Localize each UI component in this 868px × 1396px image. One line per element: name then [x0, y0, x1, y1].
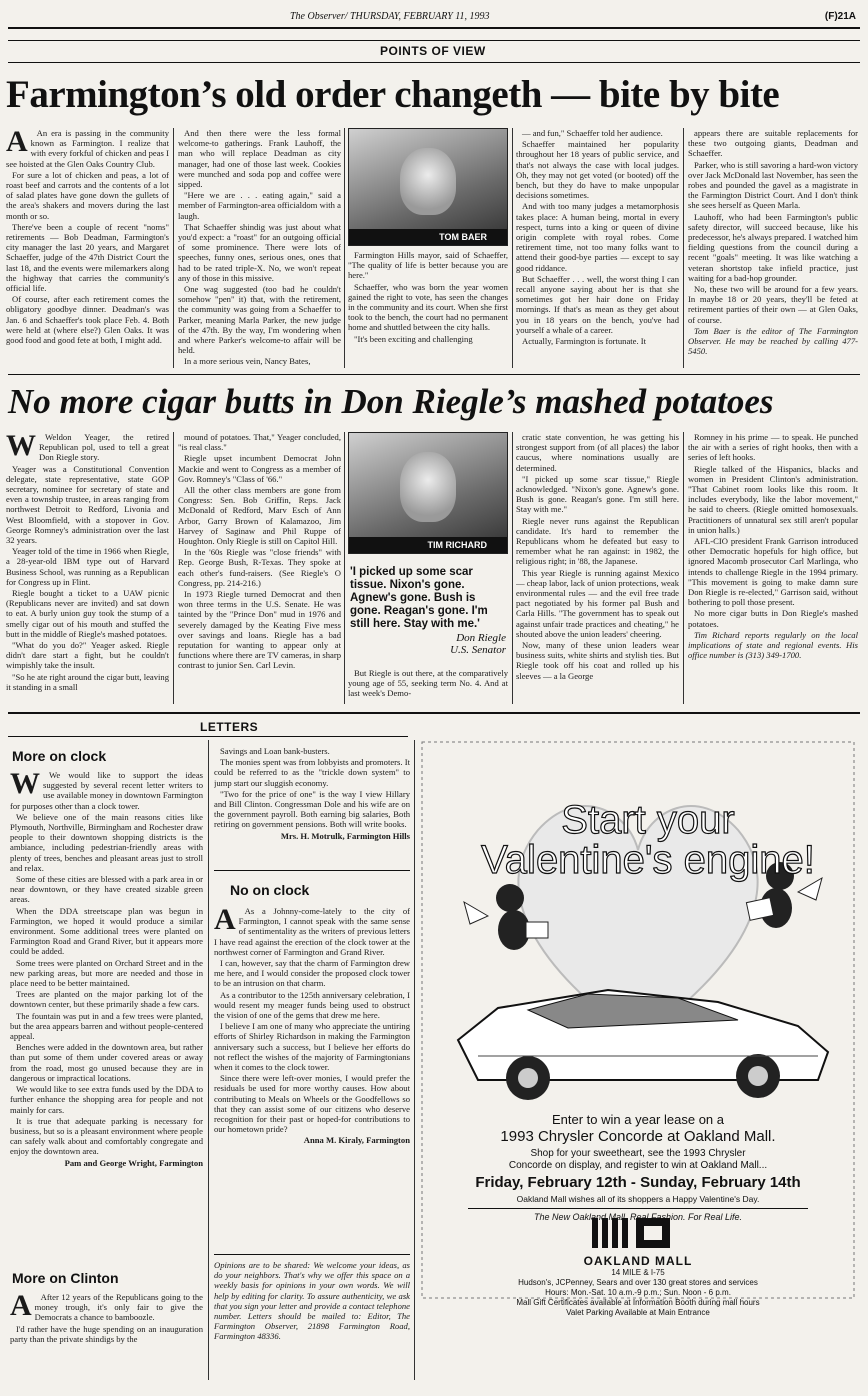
ad-footer: [418, 1278, 858, 1318]
story2-column-3: [348, 668, 508, 704]
paragraph: Riegle upset incumbent Democrat John Mackie and went to Congress as a member of Gov. Romney's "Class of '66.": [178, 453, 341, 484]
ad-hours: Hours: Mon.-Sat. 10 a.m.-9 p.m.; Sun. Noon - 6 p.m.: [545, 1288, 731, 1297]
letter-title: No on clock: [230, 882, 310, 898]
paragraph: Trees are planted on the major parking lot of the downtown center, but these primarily shade a few cars.: [10, 989, 203, 1010]
story2-column-2: [178, 432, 341, 704]
paragraph: I can, however, say that the charm of Farmington drew me here, and I would consider the proposed clock tower to be an intrusion on that charm.: [214, 958, 410, 989]
author-note: Tim Richard reports regularly on the local implications of state and regional events. His office number is (313) 349-1700.: [688, 629, 858, 661]
paragraph: Actually, Farmington is fortunate. It: [522, 336, 647, 347]
paragraph: We would like to support the ideas suggested by several recent letter writers to use available money in downtown Farmington for purposes other than a clock tower.: [10, 770, 203, 811]
paragraph: Schaeffer, who was born the year women gained the right to vote, has seen the changes in the community and its court. When she first took to the bench, the court had no permanent home and shuttled between the city halls.: [348, 281, 508, 333]
paragraph: In the '60s Riegle was "close friends" with Rep. George Bush, R-Texas. They spoke at each other's fund-raisers. (See Riegle's O Congress, pp. 214-216.): [178, 547, 341, 588]
paragraph: I believe I am one of many who appreciate the untiring efforts of Shirley Richardson in making the Farmington anniversary such a success, but I believe her efforts do not reflect the wishes of the majority of Farmingtonians when it comes to the clock tower.: [214, 1021, 410, 1073]
paragraph: One wag suggested (too bad he couldn't somehow "pen" it) that, with the retirement, the community was going from a Schaeffer to Parker, meaning Marla Parker, the new judge of the 47th. By the way, I'm wondering when and where Parker's welcome-to affair will be held.: [178, 284, 341, 356]
ad-valet: Valet Parking Available at Main Entrance: [566, 1308, 710, 1317]
paragraph: Farmington Hills mayor, said of Schaeffer, "The quality of life is better because you are here.": [348, 250, 508, 281]
story1-column-5: [688, 128, 858, 368]
paragraph: Lauhoff, who had been Farmington's public safety director, will succeed because, like his predecessor, he's always prepared. I watched him fielding questions from the council during a recent "goals" meeting. It was like watching a veteran shortstop take infield practice, just waiting for a bad-hop grounder.: [688, 211, 858, 283]
story1-column-3: [348, 250, 508, 368]
paragraph: AFL-CIO president Frank Garrison introduced other Democratic hopefuls for high office, but ignored Macomb prosecutor Carl Marlinga, who intends to challenge Riegle in the 1994 primary. "This movement is going to make damn sure Don Riegle is re-elected," Garrison said, without bothering to poll those present.: [688, 536, 858, 608]
paragraph: Benches were added in the downtown area, but rather than put some of them under covered areas or away from the road, most go unused because they are in dangerous or impractical locations.: [10, 1042, 203, 1083]
tom-baer-photo: [348, 128, 508, 246]
letter-signature: Pam and George Wright, Farmington: [64, 1157, 203, 1168]
portrait-face: [400, 452, 457, 522]
column-divider: [344, 432, 345, 704]
ad-shop-1: Shop for your sweetheart, see the 1993 Chrysler: [530, 1148, 746, 1159]
paragraph: Some trees were planted on Orchard Street and in the new parking areas, but more are needed and those in place need to be better maintained.: [10, 957, 203, 989]
ad-headline-line2: Valentine's engine!: [481, 838, 815, 882]
column-divider: [512, 128, 513, 368]
masthead: [0, 6, 868, 26]
letter-signature: Mrs. H. Motrulk, Farmington Hills: [280, 830, 410, 841]
paragraph: The fountain was put in and a few trees were planted, but the area appears barren and without people-centered appeal.: [10, 1010, 203, 1042]
paragraph: All the other class members are gone from Congress: Sen. Bob Griffin, Reps. Jack McDonald of Redford, Marv Esch of Ann Arbor, Garry Brown of Kalamazoo, Jim Harvey of Saginaw and Phil Ruppe of Houghton. Only Riegle is still on Capitol Hill.: [178, 485, 341, 547]
letter-title: More on clock: [12, 748, 107, 764]
paragraph: Schaeffer maintained her popularity throughout her 18 years of public service, and that's not always the case with local judges. Oh, they may not get voted (or booted) off the bench, but they do have to make unpopular decisions sometimes.: [516, 139, 679, 201]
ad-tagline: The New Oakland Mall. Real Fashion. For Real Life.: [533, 1212, 743, 1222]
ad-gift: Mall Gift Certificates available at Information Booth during mall hours: [516, 1298, 760, 1307]
dropcap: A: [214, 906, 236, 936]
letter-rule: [214, 870, 410, 871]
letters-policy: Opinions are to be shared: We welcome your ideas, as do your neighbors. That's why we offer this space on a weekly basis for opinions in your own words. We will help by editing for clarity. To assure authenticity, we ask that you sign your letter and provide a contact telephone number. Letters should be mailed to: Editor, The Farmington Observer, 21898 Farmington Road, Farmington 48336.: [214, 1260, 410, 1342]
letters-rule: [8, 736, 408, 737]
letter-rule: [214, 1254, 410, 1255]
dropcap: A: [6, 128, 28, 158]
letter-continued: [214, 746, 410, 864]
letter-signature: Anna M. Kiraly, Farmington: [303, 1135, 410, 1146]
story2-column-5: [688, 432, 858, 704]
story2-column-4: [516, 432, 679, 704]
paragraph: But Riegle is out there, at the comparatively young age of 55, seeking term No. 4. And at last week's Demo-: [348, 668, 508, 699]
paragraph: In a more serious vein, Nancy Bates,: [184, 356, 311, 367]
letter-title: More on Clinton: [12, 1270, 119, 1286]
dropcap: W: [10, 770, 40, 800]
paragraph: But Schaeffer . . . well, the worst thing I can recall anyone saying about her is that she sometimes got her hair done on Friday mornings. If that's as mean as they get about you in 18 years on the bench, you've had yourself a whale of a career.: [516, 273, 679, 335]
pull-quote: 'I picked up some scar tissue. Nixon's gone. Agnew's gone. Bush is gone. Reagan's gone. I'm still here. Stay with me.': [350, 566, 488, 630]
dropcap: A: [10, 1292, 32, 1322]
paragraph: For sure a lot of chicken and peas, a lot of roast beef and carrots and the contents of a lot of salad plates have gone down the gullets of the area's shakers and movers during the last month or so.: [6, 169, 169, 221]
story2-headline: No more cigar butts in Don Riegle’s mashed potatoes: [8, 382, 774, 421]
paragraph: Riegle talked of the Hispanics, blacks and women in President Clinton's administration. "That Cabinet room looks like this room. It includes everybody, like the labor movement," he said to cheers. (Riegle omitted homosexuals. Practitioners of unnatural sex still aren't popular in union halls.): [688, 463, 858, 535]
story1-headline: Farmington’s old order changeth — bite by bite: [6, 73, 780, 116]
paragraph: Since there were left-over monies, I would prefer the residuals be used for more worthy causes. How about contributing to Meals on Wheels or the Goodfellows so that they can assist some of our citizens who deserve recognition for their past or hoped-for contributions to our hometown pride?: [214, 1073, 410, 1135]
paragraph: I'd rather have the huge spending on an inauguration party than the private shindigs by the: [10, 1323, 203, 1344]
paragraph: "Two for the price of one" is the way I view Hillary and Bill Clinton. Congressman Dole and his wife are on the government payroll. Both earning big salaries, Both retiring on government pensions. Both will write books.: [214, 788, 410, 830]
ad-shop-2: Concorde on display, and register to win at Oakland Mall...: [508, 1160, 768, 1171]
paragraph: The monies spent was from lobbyists and promoters. It could be referred to as the "trickle down system" to jump start our sluggish economy.: [214, 757, 410, 788]
letter-more-on-clock: [10, 770, 203, 1260]
ad-dates: Friday, February 12th - Sunday, February 14th: [475, 1174, 801, 1191]
paragraph: "What do you do?" Yeager asked. Riegle didn't dare start a fight, but he couldn't wimpishly take the insult.: [6, 640, 169, 671]
column-divider: [173, 432, 174, 704]
ad-rule: [468, 1208, 808, 1209]
paragraph: "So he ate right around the cigar butt, leaving it standing in a small: [6, 671, 169, 692]
tim-richard-photo: [348, 432, 508, 554]
paragraph: An era is passing in the community known as Farmington. I realize that with every forkful of chicken and peas I see hoisted at the Glen Oaks Country Club.: [6, 128, 169, 169]
paragraph: And with too many judges a metamorphosis takes place: A human being, mortal in every respect, turns into a king or queen of divine origin complete with royal robes. Come retirement time, not too many folks want to attend their good-bye parties — except to say good riddance.: [516, 201, 679, 273]
photo-caption: TIM RICHARD: [349, 537, 507, 553]
paragraph: Weldon Yeager, the retired Republican pol, used to tell a great Don Riegle story.: [39, 432, 169, 463]
ad-location: 14 MILE & I-75: [611, 1268, 665, 1277]
section-rule-top: [8, 40, 860, 41]
dropcap: W: [6, 432, 36, 462]
ad-wishes: Oakland Mall wishes all of its shoppers a Happy Valentine's Day.: [516, 1194, 760, 1204]
column-divider: [683, 432, 684, 704]
paragraph: Riegle bought a ticket to a UAW picnic (Republicans never are invited) and sat down to eat. A burly union guy took the stump of a smelly cigar out of his mouth and stuffed the butt in the middle of Riegle's mashed potatoes.: [6, 588, 169, 639]
paragraph: Of course, after each retirement comes the obligatory goodbye dinner. Deadman's was Jan. 6 and Schaeffer's took place Feb. 4. Both were held at (where else?) Glen Oaks. It was good food and good fete at both, I might add.: [6, 294, 169, 346]
paragraph: In 1973 Riegle turned Democrat and then won three terms in the U.S. Senate. He was tainted by the "Prince Don" mud in 1976 and severely damaged by the Keating Five mess over savings and loans. Riegle has a bad reputation for wanting to appear only at functions where there are TV cameras, in sharp contrast to junior Sen. Carl Levin.: [178, 589, 341, 671]
paragraph: mound of potatoes. That," Yeager concluded, "is real class.": [178, 432, 341, 453]
paragraph: Riegle never runs against the Republican candidate. It's hard to remember the Republicans whom he defeated but easy to remember what he ran against: in 1982, the religious right; in '88, the Japanese.: [516, 515, 679, 567]
paragraph: There've been a couple of recent "noms" retirements — Bob Deadman, Farmington's city manager the last 20 years, and Margaret Schaeffer, judge of the 47th District Court the last 18, and the events were milemarkers along the highway that carries the community's official life.: [6, 221, 169, 294]
chrysler-concorde-car: [458, 990, 828, 1100]
paragraph: Savings and Loan bank-busters.: [220, 746, 330, 756]
column-divider: [683, 128, 684, 368]
story1-column-4: [516, 128, 679, 368]
ad-headline-line1: Start your: [561, 798, 735, 842]
section-banner: POINTS OF VIEW: [380, 44, 486, 58]
story-divider: [8, 374, 860, 375]
paragraph: After 12 years of the Republicans going to the money trough, it's only fair to give the Democrats a chance to bamboozle.: [34, 1292, 203, 1323]
column-divider: [414, 740, 415, 1380]
portrait-face: [400, 148, 457, 215]
letter-more-on-clinton: [10, 1292, 203, 1378]
column-divider: [173, 128, 174, 368]
paragraph: As a contributor to the 125th anniversary celebration, I would resent my meager funds being used to obstruct the vision of one of the gems that drew me here.: [214, 989, 410, 1021]
paragraph: It is true that adequate parking is necessary for business, but so is a pleasant environment where people can safely walk about and comfortably congregate and enjoy the downtown area.: [10, 1115, 203, 1157]
ad-stores: Hudson's, JCPenney, Sears and over 130 great stores and services: [518, 1278, 758, 1287]
paper-date: The Observer/ THURSDAY, FEBRUARY 11, 1993: [290, 11, 490, 22]
paragraph: appears there are suitable replacements for these two outgoing giants, Deadman and Schaeffer.: [688, 128, 858, 159]
quote-title: U.S. Senator: [450, 644, 506, 656]
ad-car: 1993 Chrysler Concorde at Oakland Mall.: [500, 1128, 776, 1145]
paragraph: Yeager was a Constitutional Convention delegate, state representative, state GOP secretary, nominee for secretary of state and even a township trustee, in areas ranging from northwest Detroit to Redford, Livonia and West Bloomfield, with a stopover in Gov. George Romney's administration over the last 32 years.: [6, 463, 169, 546]
paragraph: Romney in his prime — to speak. He punched the air with a series of right hooks, then with a series of left hooks.: [688, 432, 858, 463]
author-note: Tom Baer is the editor of The Farmington Observer. He may be reached by calling 477-5450.: [688, 325, 858, 357]
oakland-mall-logo: [592, 1218, 670, 1248]
column-divider: [208, 740, 209, 1380]
paragraph: We would like to see extra funds used by the DDA to further enhance the shopping area for people and not mainly for cars.: [10, 1084, 203, 1115]
paragraph: Yeager told of the time in 1966 when Riegle, a 28-year-old IBM type out of Harvard Business School, was running as a Republican for Congress up in Flint.: [6, 546, 169, 587]
story-divider: [8, 712, 860, 714]
paragraph: Parker, who is still savoring a hard-won victory over Jack McDonald last November, has seen the robes and pounded the gavel as a magistrate in the Farmington District Court. And I don't think she sees herself as Queen Marla.: [688, 159, 858, 211]
ad-enter: Enter to win a year lease on a: [552, 1112, 724, 1127]
oakland-mall-ad: [418, 740, 858, 1300]
story2-column-1: [6, 432, 169, 704]
letters-banner: LETTERS: [200, 720, 259, 734]
page-number: (F)21A: [824, 11, 856, 22]
paragraph: Now, many of these union leaders wear business suits, white shirts and stylish ties. But Riegle took off his coat and rolled up his sleeves — a la George: [516, 640, 679, 681]
paragraph: cratic state convention, he was getting his strongest support from (of all places) the labor caucus, where nominations usually are determined.: [516, 432, 679, 473]
letter-no-on-clock: [214, 906, 410, 1250]
quote-attribution: [350, 632, 506, 656]
photo-caption: TOM BAER: [349, 229, 507, 245]
paragraph: This year Riegle is running against Mexico — cheap labor, lack of union protections, weak environmental rules — and the evil free trade pact negotiated by his former pal Bush and Carla Hills. "The government has to speak out against unfair trade practices and cheating," he shouted above the union leaders' cheering.: [516, 567, 679, 639]
paragraph: We believe one of the main reasons cities like Plymouth, Northville, Birmingham and Rochester draw people to their downtown shopping districts is the ambiance, including pedestrian-friendly areas with plenty of trees, benches and pleasant areas just to stroll and relax.: [10, 811, 203, 873]
paragraph: No more cigar butts in Don Riegle's mashed potatoes.: [688, 608, 858, 629]
story1-column-1: [6, 128, 169, 368]
column-divider: [344, 128, 345, 368]
paragraph: No, these two will be around for a few years. In maybe 18 or 20 years, they'll be feted at retirement parties of their own — at Glen Oaks, of course.: [688, 284, 858, 325]
paragraph: As a Johnny-come-lately to the city of Farmington, I cannot speak with the same sense of sentimentality as the writers of previous letters I have read against the erection of the clock tower at the northwest corner of Farmington and Grand River.: [214, 906, 410, 957]
paragraph: "I picked up some scar tissue," Riegle acknowledged. "Nixon's gone. Agnew's gone. Bush is gone. Reagan's gone. I'm still here. Stay with me.": [516, 473, 679, 515]
story1-column-2: [178, 128, 341, 368]
paragraph: "It's been exciting and challenging: [354, 333, 473, 344]
quote-name: Don Riegle: [456, 632, 506, 644]
paragraph: That Schaeffer shindig was just about what you'd expect: a "roast" for an outgoing official of some prominence. There were lots of speeches, funny ones, serious ones, ones that had to be rated triple-X. No, we won't repeat any of those in this missive.: [178, 221, 341, 283]
paragraph: And then there were the less formal welcome-to gatherings. Frank Lauhoff, the man who will replace Deadman as city manager, had one of those last week. Cookies were munched and soda pop and coffee were sipped.: [178, 128, 341, 190]
paragraph: — and fun," Schaeffer told her audience.: [522, 128, 663, 138]
paragraph: Some of these cities are blessed with a park area in or near downtown, or they have created sizable green areas.: [10, 874, 203, 905]
paragraph: When the DDA streetscape plan was begun in Farmington, we hoped it would produce a similar environment. Some additional trees were planted on Farmington Road and Grand River, but it appears more could be added.: [10, 905, 203, 957]
masthead-rule: [8, 27, 860, 29]
column-divider: [512, 432, 513, 704]
ad-mall-name: OAKLAND MALL: [583, 1254, 693, 1268]
paragraph: "Here we are . . . eating again," said a member of Farmington-area officialdom with a laugh.: [178, 190, 341, 221]
section-rule-bottom: [8, 62, 860, 63]
ad-headline: [458, 800, 838, 880]
